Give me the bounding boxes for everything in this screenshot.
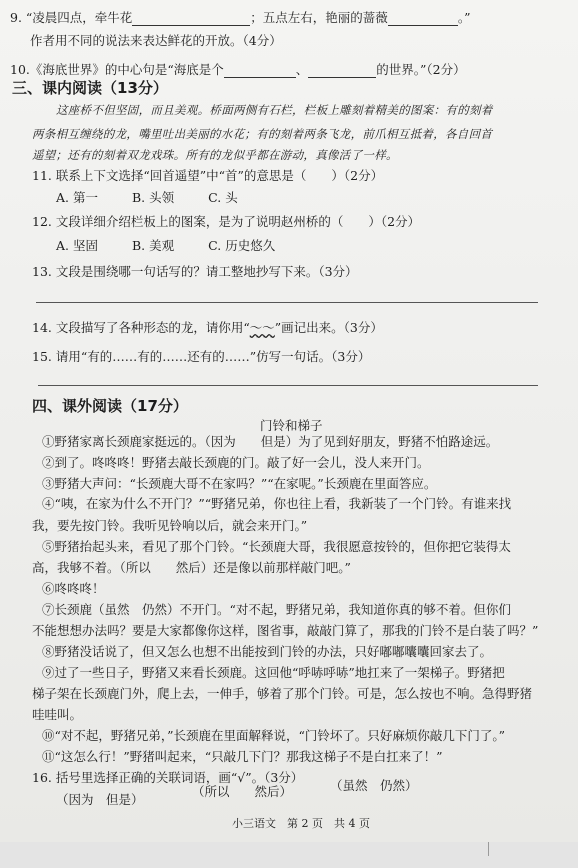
passage-line-2: 两条相互缠绕的龙，嘴里吐出美丽的水花；有的刻着两条飞龙，前爪相互抵着，各自回首 (32, 127, 493, 141)
q9-blank-2[interactable] (388, 13, 458, 26)
q10-blank-2[interactable] (308, 65, 376, 78)
q16-option-1[interactable]: （因为 但是） (56, 792, 144, 807)
section-4-heading: 四、课外阅读（17分） (32, 397, 188, 415)
story-para-7a: ⑦长颈鹿（虽然 仍然）不开门。“对不起，野猪兄弟，我知道你真的够不着。但你们 (42, 602, 511, 617)
q11-question: 11. 联系上下文选择“回首遥望”中“首”的意思是（ ）（2分） (32, 168, 384, 183)
passage-line-1: 这座桥不但坚固，而且美观。桥面两侧有石栏，栏板上雕刻着精美的图案：有的刻着 (56, 103, 493, 117)
story-para-4b: 我，要先按门铃。我听见铃响以后，就会来开门。” (32, 518, 308, 533)
q14-text-a: 14. 文段描写了各种形态的龙，请你用“ (32, 320, 250, 335)
q9-text-a: 9. “凌晨四点，牵牛花 (10, 10, 133, 25)
story-para-4a: ④“咦，在家为什么不开门？”“野猪兄弟，你也往上看，我新装了一个门铃。有谁来找 (42, 496, 512, 511)
q16-option-3[interactable]: （虽然 仍然） (330, 778, 418, 793)
q10-blank-1[interactable] (224, 65, 296, 78)
q10-text-b: 、 (295, 62, 309, 77)
q12-options (56, 238, 309, 254)
q13-question: 13. 文段是围绕哪一句话写的？请工整地抄写下来。（3分） (32, 264, 358, 279)
q14-question (32, 320, 383, 336)
q11-options (56, 190, 272, 206)
q9-line1 (10, 10, 470, 26)
q13-answer-line[interactable] (36, 302, 538, 303)
q9-text-b: ；五点左右，艳丽的蔷薇 (250, 10, 388, 25)
story-para-10: ⑩“对不起，野猪兄弟，”长颈鹿在里面解释说，“门铃坏了。只好麻烦你敲几下门了。” (42, 728, 506, 743)
q15-answer-line[interactable] (38, 385, 538, 386)
story-para-7b: 不能想想办法吗？要是大家都像你这样，图省事，敲敲门算了，那我的门铃不是白装了吗？” (32, 623, 539, 638)
q10-line (10, 62, 466, 78)
q16-question: 16. 括号里选择正确的关联词语，画“√”。（3分） (32, 770, 304, 785)
story-para-2: ②到了。咚咚咚！野猪去敲长颈鹿的门。敲了好一会儿，没人来开门。 (42, 455, 430, 470)
q12-option-c[interactable]: C. 历史悠久 (208, 238, 276, 253)
story-para-1: ①野猪家离长颈鹿家挺远的。（因为 但是）为了见到好朋友，野猪不怕路途远。 (42, 434, 499, 449)
q9-text-c: 。” (457, 10, 471, 25)
story-title: 门铃和梯子 (260, 418, 323, 433)
story-para-9a: ⑨过了一些日子，野猪又来看长颈鹿。这回他“呼哧呼哧”地扛来了一架梯子。野猪把 (42, 665, 505, 680)
q10-text-a: 10.《海底世界》的中心句是“海底是个 (10, 62, 224, 77)
section-3-heading: 三、课内阅读（13分） (12, 79, 168, 97)
story-para-6: ⑥咚咚咚！ (42, 581, 105, 596)
strip-divider (488, 842, 489, 856)
story-para-8: ⑧野猪没话说了，但又怎么也想不出能按到门铃的办法，只好嘟嘟囔囔回家去了。 (42, 644, 493, 659)
q14-text-b: ”画记出来。（3分） (274, 320, 383, 335)
story-para-5b: 高，我够不着。（所以 然后）还是像以前那样敲门吧。” (32, 560, 351, 575)
story-para-11: ⑪“这怎么行！”野猪叫起来，“只敲几下门？那我这梯子不是白扛来了！” (42, 749, 443, 764)
q16-option-2[interactable]: （所以 然后） (192, 784, 293, 799)
q10-text-c: 的世界。”（2分） (376, 62, 466, 77)
page-footer: 小三语文 第 2 页 共 4 页 (232, 817, 370, 830)
q14-wavy-mark: ～～ (249, 320, 275, 335)
q12-question: 12. 文段详细介绍栏板上的图案，是为了说明赵州桥的（ ）（2分） (32, 214, 421, 229)
q12-option-b[interactable]: B. 美观 (131, 238, 175, 253)
story-para-3: ③野猪大声问：“长颈鹿大哥不在家吗？”“在家呢。”长颈鹿在里面答应。 (42, 476, 437, 491)
story-para-9b: 梯子架在长颈鹿门外，爬上去，一伸手，够着了那个门铃。可是，怎么按也不响。急得野猪 (32, 686, 533, 701)
story-para-5a: ⑤野猪抬起头来，看见了那个门铃。“长颈鹿大哥，我很愿意按铃的，但你把它装得太 (42, 539, 511, 554)
q11-option-c[interactable]: C. 头 (208, 190, 238, 205)
q11-option-b[interactable]: B. 头领 (131, 190, 175, 205)
q11-option-a[interactable]: A. 第一 (56, 190, 98, 205)
passage-line-3: 遥望；还有的刻着双龙戏珠。所有的龙似乎都在游动，真像活了一样。 (32, 148, 398, 162)
bottom-strip (0, 842, 578, 868)
q12-option-a[interactable]: A. 坚固 (56, 238, 98, 253)
q9-blank-1[interactable] (132, 13, 250, 26)
q15-question: 15. 请用“有的……有的……还有的……”仿写一句话。（3分） (32, 349, 371, 364)
q9-line2: 作者用不同的说法来表达鲜花的开放。（4分） (30, 33, 282, 48)
story-para-9c: 哇哇叫。 (32, 707, 83, 722)
